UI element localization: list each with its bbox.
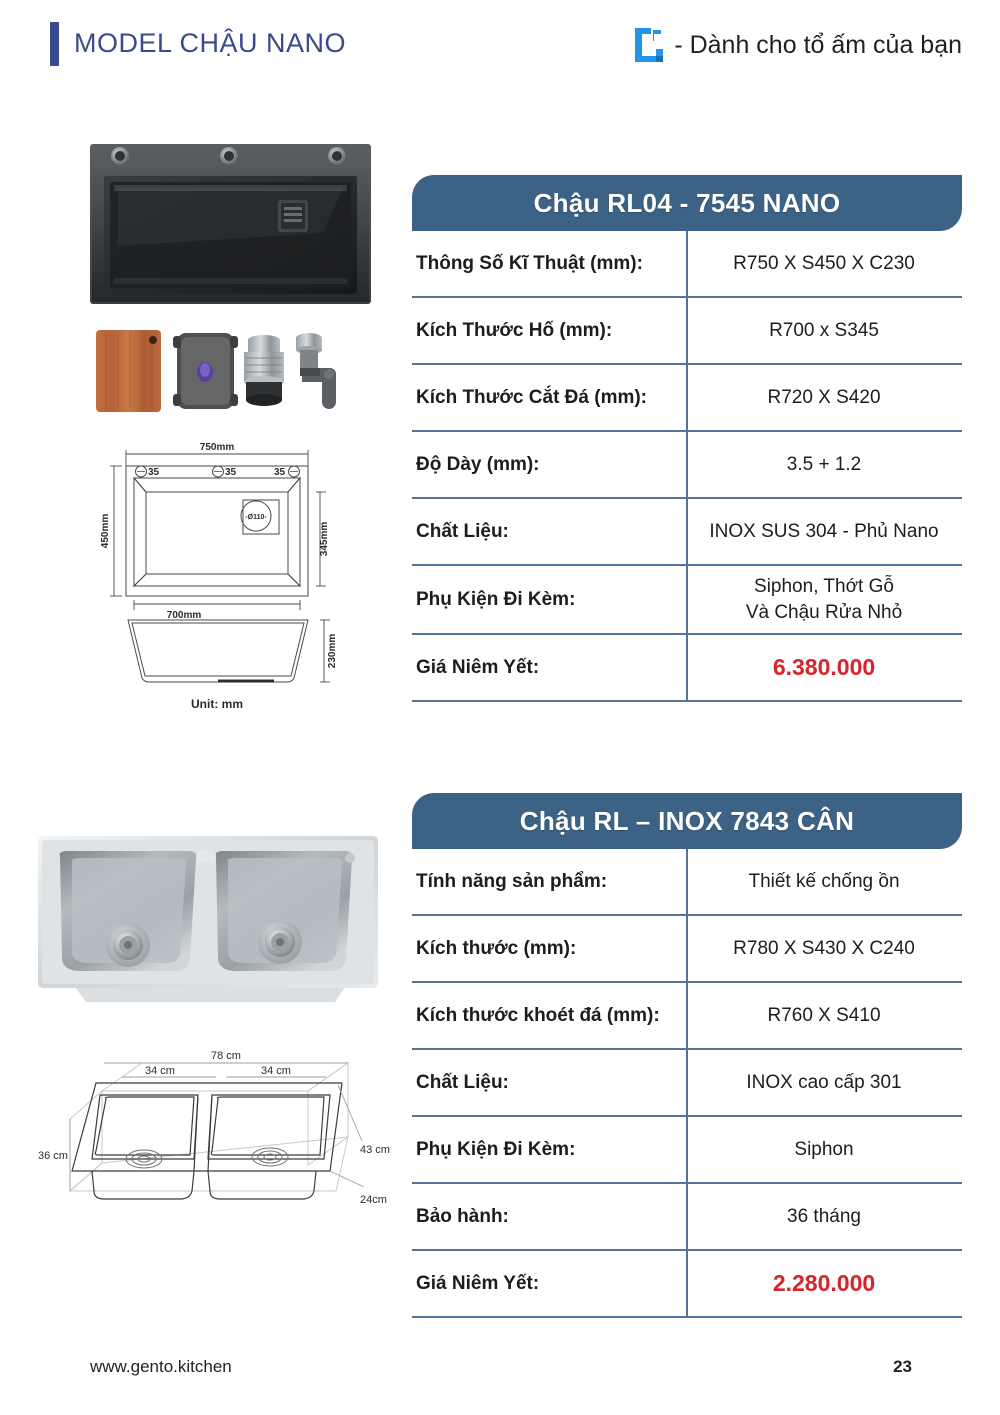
table-row bbox=[412, 983, 962, 1050]
table-row bbox=[412, 365, 962, 432]
table-row bbox=[412, 298, 962, 365]
spec-value: INOX SUS 304 - Phủ Nano bbox=[709, 520, 939, 542]
table-row bbox=[412, 499, 962, 566]
dim-hole-1: 35 bbox=[148, 467, 160, 478]
product-block-nano bbox=[0, 120, 1000, 720]
accessory-cutting-board bbox=[96, 330, 161, 412]
spec-label: Phụ Kiện Đi Kèm: bbox=[416, 588, 576, 610]
spec-value: 36 tháng bbox=[787, 1205, 861, 1227]
spec-value: Siphon bbox=[794, 1138, 854, 1160]
table-row bbox=[412, 849, 962, 916]
spec-value: R700 x S345 bbox=[769, 319, 879, 341]
dim-total-width: 78 cm bbox=[211, 1050, 241, 1062]
spec-value: 3.5 + 1.2 bbox=[786, 453, 862, 475]
dim-bowl-right: 34 cm bbox=[261, 1065, 291, 1077]
header-accent-bar bbox=[50, 22, 59, 66]
faucet-logo-icon bbox=[632, 26, 666, 64]
spec-label: Kích Thước Hố (mm): bbox=[416, 319, 613, 341]
product-photo-black-nano-sink bbox=[88, 138, 373, 310]
spec-table-body bbox=[412, 849, 962, 1318]
table-row bbox=[412, 432, 962, 499]
dim-bowl-depth: 24cm bbox=[360, 1194, 387, 1206]
table-row bbox=[412, 566, 962, 635]
dim-width-inner: 700mm bbox=[166, 610, 202, 621]
drain-left bbox=[106, 923, 150, 967]
product-title: Chậu RL04 - 7545 NANO bbox=[533, 187, 841, 218]
page-footer bbox=[0, 1357, 1000, 1387]
spec-label: Kích thước (mm): bbox=[416, 937, 577, 959]
spec-value-line2: Và Chậu Rửa Nhỏ bbox=[745, 601, 903, 623]
spec-table-header bbox=[412, 175, 962, 231]
page-number: 23 bbox=[893, 1357, 912, 1376]
dim-depth-front: 36 cm bbox=[38, 1150, 68, 1162]
spec-label: Tính năng sản phẩm: bbox=[416, 870, 608, 892]
spec-table-body bbox=[412, 231, 962, 702]
dim-drain-dia: -Ø110- bbox=[245, 514, 267, 521]
product-accessories-photo bbox=[90, 324, 360, 416]
spec-label: Kích thước khoét đá (mm): bbox=[416, 1004, 660, 1026]
spec-table-nano bbox=[412, 175, 962, 702]
spec-value-line1: Siphon, Thớt Gỗ bbox=[754, 576, 894, 597]
product-title: Chậu RL – INOX 7843 CÂN bbox=[519, 805, 855, 836]
product-block-inox bbox=[0, 785, 1000, 1305]
technical-drawing-inox bbox=[30, 1041, 400, 1226]
footer-website-url[interactable]: www.gento.kitchen bbox=[90, 1357, 232, 1376]
product-media-1 bbox=[88, 138, 373, 714]
spec-label: Phụ Kiện Đi Kèm: bbox=[416, 1138, 576, 1160]
table-row bbox=[412, 1251, 962, 1318]
header-slogan: - Dành cho tổ ấm của bạn bbox=[674, 30, 962, 59]
price-value: 6.380.000 bbox=[772, 654, 876, 681]
dim-height-inner: 345mm bbox=[319, 521, 330, 557]
spec-table-inox bbox=[412, 793, 962, 1318]
table-row bbox=[412, 916, 962, 983]
product-media-2 bbox=[30, 830, 400, 1226]
spec-value bbox=[686, 566, 962, 633]
accessory-small-basin bbox=[173, 333, 238, 409]
dim-depth-side: 43 cm bbox=[360, 1144, 390, 1156]
spec-label: Thông Số Kĩ Thuật (mm): bbox=[416, 252, 643, 274]
spec-value: R750 X S450 X C230 bbox=[733, 252, 915, 274]
dim-depth: 230mm bbox=[327, 633, 338, 669]
dim-height-outer: 450mm bbox=[100, 513, 111, 549]
drain-right bbox=[258, 920, 302, 964]
spec-table-header bbox=[412, 793, 962, 849]
page-title: MODEL CHẬU NANO bbox=[74, 28, 347, 58]
accessory-drain-strainer bbox=[244, 335, 284, 406]
spec-value: INOX cao cấp 301 bbox=[746, 1071, 902, 1093]
dim-width-outer: 750mm bbox=[199, 442, 235, 453]
spec-label: Giá Niêm Yết: bbox=[416, 1272, 540, 1294]
drawing-unit-note: Unit: mm bbox=[191, 697, 243, 711]
spec-label: Chất Liệu: bbox=[416, 1071, 509, 1093]
spec-label: Độ Dày (mm): bbox=[416, 453, 540, 475]
spec-value: Thiết kế chống ồn bbox=[748, 870, 900, 892]
price-value: 2.280.000 bbox=[772, 1269, 876, 1296]
dim-hole-2: 35 bbox=[225, 467, 237, 478]
dim-hole-3: 35 bbox=[274, 467, 286, 478]
spec-value: R780 X S430 X C240 bbox=[733, 937, 915, 959]
product-photo-stainless-double-sink bbox=[30, 830, 385, 1015]
spec-value: R760 X S410 bbox=[767, 1004, 881, 1026]
table-row bbox=[412, 1184, 962, 1251]
spec-label: Giá Niêm Yết: bbox=[416, 656, 540, 678]
table-row bbox=[412, 231, 962, 298]
header-brand bbox=[632, 26, 962, 64]
spec-label: Bảo hành: bbox=[416, 1205, 509, 1227]
table-row bbox=[412, 1117, 962, 1184]
spec-label: Kích Thước Cắt Đá (mm): bbox=[416, 386, 648, 408]
dim-bowl-left: 34 cm bbox=[145, 1065, 175, 1077]
spec-label: Chất Liệu: bbox=[416, 520, 509, 542]
page-header bbox=[0, 0, 1000, 110]
table-row bbox=[412, 1050, 962, 1117]
spec-value: R720 X S420 bbox=[767, 386, 881, 408]
table-row bbox=[412, 635, 962, 702]
technical-drawing-nano bbox=[88, 424, 373, 714]
